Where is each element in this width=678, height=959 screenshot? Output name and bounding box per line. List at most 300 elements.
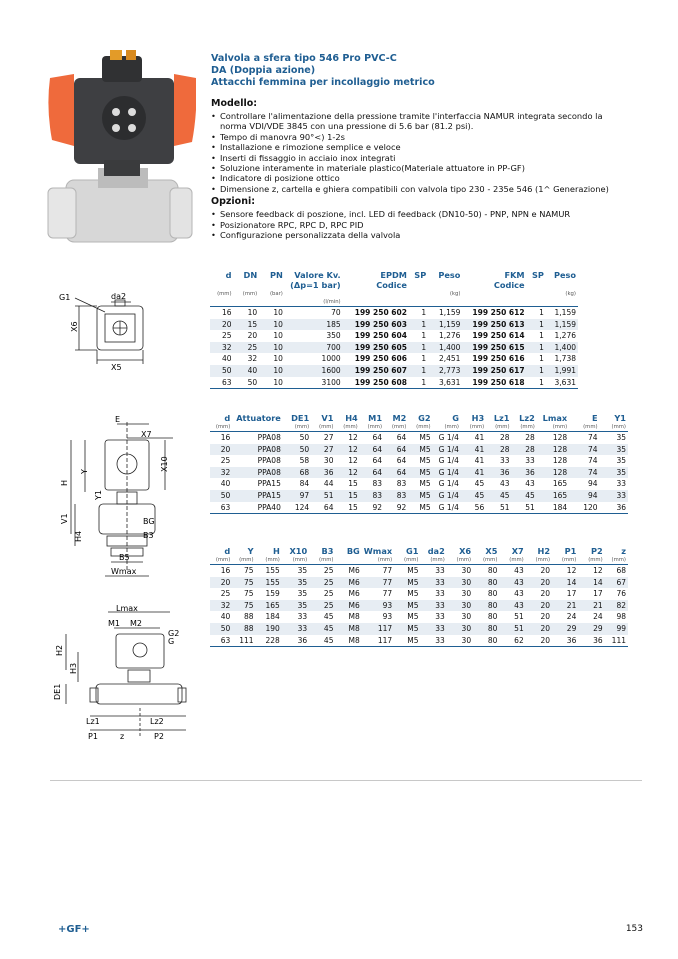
table-cell: 199 250 612 [472, 308, 525, 317]
table-cell: PPA15 [257, 479, 281, 489]
table-cell: 33 [420, 577, 446, 589]
header-cell: z [621, 546, 626, 556]
table-cell: M6 [335, 577, 361, 589]
table-cell: PPA08 [232, 467, 283, 479]
table-cell: 10 [259, 365, 285, 377]
table-cell: M6 [348, 566, 360, 575]
table-cell: 25 [220, 589, 231, 599]
table-row [210, 330, 578, 342]
unit-cell: (mm) [605, 556, 628, 565]
header-cell: da2 [427, 546, 445, 556]
table-cell: 56 [461, 502, 486, 514]
drawing-label: Y1 [94, 490, 103, 500]
header-cell: DN [243, 270, 258, 280]
table-cell: 12 [335, 444, 359, 456]
model-bullet: • Inserti di fissaggio in acciaio inox integrati [211, 153, 641, 163]
table-cell: 165 [256, 600, 282, 612]
table-cell: 10 [259, 342, 285, 354]
table-cell: 10 [273, 354, 283, 364]
header-cell: Lz2 [519, 413, 535, 423]
footer-divider [50, 780, 642, 781]
header-cell: FKM [504, 270, 525, 280]
table-cell: 111 [605, 635, 628, 647]
table-cell: M5 [419, 479, 431, 489]
table-cell: 80 [487, 589, 498, 599]
header-cell: P1 [564, 546, 577, 556]
table-cell: 30 [447, 577, 473, 589]
table-header-row [210, 413, 628, 423]
table-cell: 1600 [285, 365, 343, 377]
drawing-label: z [120, 732, 125, 741]
drawing-label: P2 [154, 732, 164, 741]
table-cell: 12 [348, 433, 358, 442]
title-line: Valvola a sfera tipo 546 Pro PVC-C [211, 53, 397, 64]
header-cell: BG [346, 546, 360, 556]
table-cell: 25 [323, 566, 334, 575]
table-cell: 111 [232, 635, 255, 647]
table-cell: 1,276 [438, 331, 461, 341]
model-heading: Modello: [211, 98, 258, 109]
table-cell: 97 [283, 490, 311, 502]
unit-cell: (mm) [282, 556, 309, 565]
table-cell: 50 [283, 444, 311, 456]
unit-cell: (mm) [210, 423, 232, 432]
table-cell: M5 [408, 467, 432, 479]
product-photo [46, 48, 196, 268]
drawing-label: B3 [143, 531, 154, 540]
table-cell: 1,159 [428, 319, 462, 331]
table-cell: 199 250 618 [462, 377, 526, 389]
table-cell: M5 [408, 444, 432, 456]
table-cell: 76 [616, 589, 626, 599]
drawing-label: H2 [55, 644, 64, 656]
table-cell: 64 [372, 456, 383, 466]
table-cell: M8 [335, 623, 361, 635]
table-cell: 128 [552, 433, 568, 442]
table-cell: 36 [486, 467, 511, 479]
table-cell: 25 [220, 456, 231, 466]
table-cell: 20 [526, 577, 552, 589]
unit-cell: (mm) [309, 556, 335, 565]
unit-cell [527, 298, 546, 307]
table-cell: 1 [527, 377, 546, 389]
table-cell: 30 [447, 623, 473, 635]
table-cell: 165 [537, 490, 569, 502]
table-row [210, 502, 628, 514]
table-header-row [210, 270, 578, 280]
table-cell: 40 [221, 354, 232, 364]
table-cell: 117 [362, 635, 394, 647]
header-cell: Y1 [614, 413, 626, 423]
table-cell: 80 [487, 612, 498, 622]
table-row [210, 467, 628, 479]
table-cell: 88 [243, 612, 254, 622]
table-cell: 74 [588, 456, 598, 466]
table-cell: M5 [408, 502, 432, 514]
unit-cell [428, 298, 462, 307]
table-cell: 185 [285, 319, 343, 331]
header-cell: Valore Kv. [294, 270, 341, 280]
table-cell: 75 [232, 600, 255, 612]
table-cell: 45 [309, 623, 335, 635]
unit-cell [462, 290, 526, 298]
header-cell: SP [414, 270, 427, 280]
table-cell: G 1/4 [433, 490, 461, 502]
drawing-label: X7 [141, 430, 152, 439]
table-row [210, 588, 628, 600]
table-cell: 3,631 [546, 377, 578, 389]
table-cell: 63 [210, 502, 232, 514]
table-cell: 35 [297, 566, 308, 575]
table-cell: 33 [420, 623, 446, 635]
table-cell: 29 [578, 623, 604, 635]
table-cell: 12 [566, 566, 577, 575]
table-cell: G 1/4 [433, 467, 461, 479]
table-cell: 64 [372, 433, 383, 442]
table-cell: PPA40 [232, 502, 283, 514]
table-cell: 16 [220, 566, 231, 575]
header-cell: E [591, 413, 598, 423]
table-cell: 25 [221, 331, 232, 341]
table-cell: 184 [265, 612, 280, 622]
unit-cell: (mm) [578, 556, 604, 565]
table-cell: 1 [527, 365, 546, 377]
header-cell: d [224, 546, 231, 556]
model-bullet: • Indicatore di posizione ottico [211, 173, 641, 183]
table-cell: 15 [348, 479, 358, 489]
table-cell: 1 [409, 342, 428, 354]
unit-cell: (mm) [600, 423, 628, 432]
table-cell: 12 [335, 467, 359, 479]
table-cell: 24 [593, 612, 603, 622]
table-cell: 33 [616, 479, 626, 489]
table-row [210, 365, 578, 377]
table-cell: 25 [309, 600, 335, 612]
table-cell: 20 [540, 612, 551, 622]
unit-cell: (mm) [473, 556, 499, 565]
table-cell: 35 [600, 467, 628, 479]
table-cell: 25 [309, 577, 335, 589]
table-cell: 2,773 [428, 365, 462, 377]
table-cell: 10 [259, 377, 285, 389]
table-cell: 33 [525, 456, 535, 466]
table-cell: 350 [326, 331, 341, 341]
table-cell: 36 [512, 467, 537, 479]
table-cell: PPA15 [232, 490, 283, 502]
table-cell: 36 [311, 467, 335, 479]
table-cell: 10 [247, 308, 258, 317]
drawing-label: H3 [69, 662, 78, 674]
table-cell: 98 [616, 612, 626, 622]
table-cell: 199 250 605 [343, 342, 409, 354]
header-cell: d [224, 413, 231, 423]
drawing-side-view [50, 604, 190, 744]
unit-cell [232, 423, 283, 432]
unit-cell: (kg) [565, 291, 576, 297]
header-cell: Lz1 [493, 413, 510, 423]
table-cell: PPA08 [257, 456, 281, 466]
header-cell: V1 [321, 413, 334, 423]
table-cell: 36 [552, 635, 578, 647]
table-cell: M5 [394, 600, 420, 612]
unit-cell [527, 290, 546, 298]
table-cell: 1,738 [554, 354, 576, 364]
table-cell: 51 [311, 490, 335, 502]
unit-cell: (mm) [433, 423, 461, 432]
table-cell: 33 [600, 490, 628, 502]
header-cell: Y [247, 546, 254, 556]
table-cell: 12 [348, 456, 358, 466]
table-unit-row [210, 290, 578, 298]
header-cell: G2 [418, 413, 431, 423]
table-cell: 16 [221, 308, 232, 317]
table-cell: 40 [220, 612, 231, 622]
unit-cell: (mm) [210, 556, 232, 565]
table-cell: M6 [348, 589, 360, 599]
table-actuator-dimensions [210, 413, 628, 514]
table-cell: 83 [360, 490, 384, 502]
table-cell: 35 [297, 589, 308, 599]
options-heading: Opzioni: [211, 196, 256, 208]
unit-cell: (mm) [499, 556, 525, 565]
header-cell: Attuatore [236, 413, 281, 423]
table-cell: 30 [323, 456, 334, 466]
header-cell: P2 [590, 546, 603, 556]
table-cell: 1,400 [546, 342, 578, 354]
table-cell: 84 [299, 479, 310, 489]
table-cell: 25 [234, 342, 260, 354]
table-cell: 43 [499, 479, 510, 489]
table-unit-row [210, 556, 628, 565]
header-cell [234, 280, 260, 290]
table-cell: 99 [605, 623, 628, 635]
unit-cell: (mm) [447, 556, 473, 565]
table-cell: 28 [499, 433, 510, 442]
table-cell: 63 [210, 635, 232, 647]
table-codes [210, 270, 578, 389]
table-cell: 68 [283, 467, 311, 479]
table-cell: G 1/4 [438, 479, 459, 489]
table-cell: 74 [588, 433, 598, 442]
drawing-label: H4 [74, 530, 83, 542]
unit-cell: (mm) [394, 556, 420, 565]
table-cell: 14 [552, 577, 578, 589]
table-cell: 27 [311, 444, 335, 456]
table-cell: 75 [232, 577, 255, 589]
unit-cell: (mm) [552, 556, 578, 565]
unit-cell: (mm) [384, 423, 408, 432]
table-cell: 1 [421, 308, 427, 317]
table-cell: 199 250 616 [472, 354, 525, 364]
unit-cell: (kg) [449, 291, 461, 297]
table-cell: 199 250 606 [354, 354, 407, 364]
table-cell: 75 [243, 589, 254, 599]
table-cell: 28 [512, 444, 537, 456]
model-bullet: • Tempo di manovra 90°<) 1-2s [211, 132, 641, 142]
unit-cell: (mm) [335, 423, 359, 432]
unit-cell [409, 290, 428, 298]
header-cell: Peso [553, 270, 576, 280]
drawing-label: DE1 [53, 683, 62, 700]
unit-cell: (mm) [217, 291, 232, 297]
header-cell [546, 280, 578, 290]
unit-cell [343, 298, 409, 307]
table-cell: 45 [309, 635, 335, 647]
table-cell: 62 [499, 635, 525, 647]
header-cell [409, 280, 428, 290]
table-cell: 35 [282, 577, 309, 589]
table-cell: 74 [569, 444, 599, 456]
table-cell: 43 [525, 479, 535, 489]
table-cell: 50 [299, 433, 310, 442]
table-cell: 88 [232, 623, 255, 635]
table-cell: 21 [578, 600, 604, 612]
header-cell: DE1 [291, 413, 310, 423]
table-cell: 17 [593, 589, 603, 599]
table-cell: 1000 [321, 354, 341, 364]
table-cell: 36 [600, 502, 628, 514]
drawing-label: Lz2 [150, 717, 164, 726]
table-cell: 1,991 [546, 365, 578, 377]
table-cell: 199 250 608 [343, 377, 409, 389]
table-cell: 10 [273, 308, 283, 317]
table-cell: M5 [394, 623, 420, 635]
header-cell: B3 [321, 546, 334, 556]
table-cell: 24 [566, 612, 577, 622]
table-cell: 15 [335, 490, 359, 502]
table-cell: 20 [210, 577, 232, 589]
table-cell: G 1/4 [433, 444, 461, 456]
table-cell: 20 [526, 635, 552, 647]
header-cell: Peso [438, 270, 461, 280]
drawing-top-view [55, 290, 195, 380]
table-cell: 1 [527, 342, 546, 354]
table-cell: 80 [473, 623, 499, 635]
table-cell: 1 [421, 354, 427, 364]
model-bullet: • Controllare l'alimentazione della pressione tramite l'interfaccia NAMUR integrata secondo la norma VDI/VDE 3845 con una pressione di 5.6 bar (81.2 psi). [211, 111, 641, 132]
table-cell: PPA08 [232, 444, 283, 456]
table-cell: 64 [384, 467, 408, 479]
table-cell: 117 [362, 623, 394, 635]
table-cell: 20 [247, 331, 258, 341]
header-cell: G [452, 413, 459, 423]
header-cell: Lmax [542, 413, 568, 423]
table-cell: 124 [283, 502, 311, 514]
table-cell: 58 [299, 456, 310, 466]
options-bullet: • Posizionatore RPC, RPC D, RPC PID [211, 220, 641, 230]
table-cell: 45 [461, 490, 486, 502]
table-cell: 64 [396, 433, 407, 442]
model-bullet: • Soluzione interamente in materiale plastico(Materiale attuatore in PP-GF) [211, 163, 641, 173]
header-cell [428, 280, 462, 290]
table-cell: 80 [473, 577, 499, 589]
table-cell: G 1/4 [438, 433, 459, 442]
table-cell: 32 [210, 342, 234, 354]
model-bullet-continuation: norma VDI/VDE 3845 con una pressione di 5.6 bar (81.2 psi). [220, 121, 474, 132]
table-cell: 83 [396, 479, 407, 489]
table-cell: 155 [265, 566, 280, 575]
drawing-label: Lz1 [86, 717, 100, 726]
unit-cell: (mm) [283, 423, 311, 432]
table-cell: 33 [435, 566, 445, 575]
table-cell: 199 250 614 [472, 331, 525, 341]
header-cell: X6 [459, 546, 472, 556]
table-cell: 92 [384, 502, 408, 514]
table-row [210, 377, 578, 389]
table-cell: 155 [256, 577, 282, 589]
table-cell: 17 [566, 589, 577, 599]
table-row [210, 353, 578, 365]
unit-cell: (mm) [311, 423, 335, 432]
table-cell: M8 [348, 612, 360, 622]
table-cell: 67 [605, 577, 628, 589]
table-cell: 64 [396, 456, 407, 466]
unit-cell: (bar) [269, 291, 283, 297]
table-cell: 94 [588, 479, 598, 489]
table-cell: 45 [512, 490, 537, 502]
table-cell: 43 [514, 589, 524, 599]
table-cell: 29 [552, 623, 578, 635]
table-body-dimensions [210, 546, 628, 647]
table-row [210, 478, 628, 490]
table-cell: 20 [210, 444, 232, 456]
table-cell: 33 [435, 589, 445, 599]
table-cell: 36 [578, 635, 604, 647]
table-cell: PPA08 [257, 433, 281, 442]
table-row [210, 319, 578, 331]
table-cell: 51 [514, 612, 524, 622]
unit-cell: (mm) [360, 423, 384, 432]
drawing-front-view [55, 412, 195, 582]
unit-cell: (mm) [256, 556, 282, 565]
table-cell: 41 [461, 444, 486, 456]
table-cell: 3100 [285, 377, 343, 389]
table-cell: 33 [297, 612, 308, 622]
table-cell: 20 [540, 589, 551, 599]
table-cell: 1 [539, 308, 544, 317]
table-row [210, 444, 628, 456]
table-cell: 32 [210, 467, 232, 479]
table-cell: 40 [220, 479, 231, 489]
table-cell: 159 [265, 589, 280, 599]
table-cell: 28 [486, 444, 511, 456]
table-header-row [210, 280, 578, 290]
table-cell: 44 [323, 479, 334, 489]
table-cell: 77 [382, 589, 393, 599]
table-row [210, 342, 578, 354]
table-cell: 68 [616, 566, 626, 575]
table-cell: G 1/4 [433, 502, 461, 514]
table-cell: 33 [435, 612, 445, 622]
model-bullet: • Dimensione z, cartella e ghiera compatibili con valvola tipo 230 - 235e 546 (1^ Generazione) [211, 184, 641, 194]
options-bullet: • Configurazione personalizzata della valvola [211, 230, 641, 240]
table-row [210, 565, 628, 577]
table-cell: 27 [323, 433, 334, 442]
table-cell: 199 250 602 [354, 308, 407, 317]
table-cell: 33 [420, 600, 446, 612]
drawing-label: V1 [60, 513, 69, 524]
table-cell: 33 [499, 456, 510, 466]
table-cell: 45 [486, 490, 511, 502]
drawing-label: Lmax [116, 604, 138, 613]
table-cell: 43 [499, 577, 525, 589]
table-cell: G 1/4 [438, 456, 459, 466]
table-cell: 1 [527, 319, 546, 331]
table-cell: 41 [461, 467, 486, 479]
table-cell: 1,276 [554, 331, 576, 341]
table-cell: 1 [421, 331, 427, 341]
table-cell: 199 250 604 [354, 331, 407, 341]
